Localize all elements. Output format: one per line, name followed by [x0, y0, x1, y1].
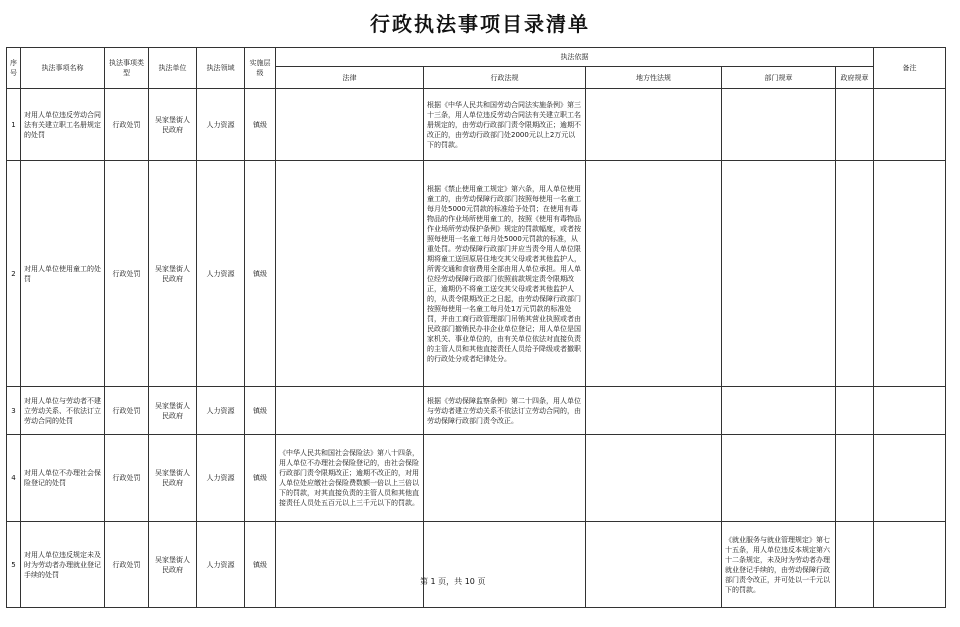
- cell-local-reg: [586, 435, 722, 522]
- header-row-1: [7, 48, 946, 67]
- cell-item-name: 对用人单位违反规定未及时为劳动者办理就业登记手续的处罚: [21, 522, 105, 608]
- cell-law: [276, 387, 424, 435]
- cell-remarks: [874, 435, 946, 522]
- cell-remarks: [874, 387, 946, 435]
- cell-law: [276, 161, 424, 387]
- cell-seq: 3: [7, 387, 21, 435]
- cell-level: 镇级: [245, 435, 276, 522]
- header-admin-reg: 行政法规: [424, 67, 586, 89]
- cell-dept-rule: [722, 387, 836, 435]
- cell-seq: 1: [7, 89, 21, 161]
- table-row: [7, 435, 946, 522]
- table-row: [7, 387, 946, 435]
- cell-level: 镇级: [245, 387, 276, 435]
- cell-item-name: 对用人单位不办理社会保险登记的处罚: [21, 435, 105, 522]
- cell-seq: 5: [7, 522, 21, 608]
- cell-dept-rule: 《就业服务与就业管理规定》第七十五条，用人单位违反本规定第六十二条规定，未及时为劳动者办理就业登记手续的，由劳动保障行政部门责令改正，并可处以一千元以下的罚款。: [722, 522, 836, 608]
- cell-local-reg: [586, 89, 722, 161]
- cell-level: 镇级: [245, 522, 276, 608]
- cell-local-reg: [586, 161, 722, 387]
- cell-law: [276, 522, 424, 608]
- cell-remarks: [874, 161, 946, 387]
- header-dept-rule: 部门规章: [722, 67, 836, 89]
- header-item-type: 执法事项类型: [105, 48, 149, 89]
- cell-admin-reg: [424, 522, 586, 608]
- cell-admin-reg: [424, 435, 586, 522]
- header-basis: 执法依据: [276, 48, 874, 67]
- table-row: [7, 89, 946, 161]
- cell-item-type: 行政处罚: [105, 89, 149, 161]
- cell-gov-rule: [836, 435, 874, 522]
- header-gov-rule: 政府规章: [836, 67, 874, 89]
- cell-item-name: 对用人单位使用童工的处罚: [21, 161, 105, 387]
- cell-local-reg: [586, 522, 722, 608]
- cell-domain: 人力资源: [197, 435, 245, 522]
- cell-dept-rule: [722, 435, 836, 522]
- cell-seq: 4: [7, 435, 21, 522]
- cell-item-name: 对用人单位与劳动者不建立劳动关系、不依法订立劳动合同的处罚: [21, 387, 105, 435]
- table-row: [7, 522, 946, 608]
- cell-local-reg: [586, 387, 722, 435]
- cell-law: 《中华人民共和国社会保险法》第八十四条，用人单位不办理社会保险登记的，由社会保险行政部门责令限期改正；逾期不改正的，对用人单位处应缴社会保险费数额一倍以上三倍以下的罚款，对其直接负责的主管人员和其他直接责任人员处五百元以上三千元以下的罚款。: [276, 435, 424, 522]
- cell-gov-rule: [836, 522, 874, 608]
- cell-level: 镇级: [245, 89, 276, 161]
- cell-seq: 2: [7, 161, 21, 387]
- header-level: 实施层级: [245, 48, 276, 89]
- cell-unit: 吴家堡街人民政府: [149, 387, 197, 435]
- page-title: 行政执法事项目录清单: [370, 12, 590, 36]
- cell-item-type: 行政处罚: [105, 522, 149, 608]
- cell-admin-reg: 根据《中华人民共和国劳动合同法实施条例》第三十三条，用人单位违反劳动合同法有关建立职工名册规定的，由劳动行政部门责令限期改正；逾期不改正的，由劳动行政部门处2000元以上2万元以下的罚款。: [424, 89, 586, 161]
- cell-unit: 吴家堡街人民政府: [149, 435, 197, 522]
- cell-item-type: 行政处罚: [105, 161, 149, 387]
- cell-unit: 吴家堡街人民政府: [149, 161, 197, 387]
- cell-admin-reg: 根据《劳动保障监察条例》第二十四条，用人单位与劳动者建立劳动关系不依法订立劳动合同的，由劳动保障行政部门责令改正。: [424, 387, 586, 435]
- header-item-name: 执法事项名称: [21, 48, 105, 89]
- cell-unit: 吴家堡街人民政府: [149, 522, 197, 608]
- cell-item-name: 对用人单位违反劳动合同法有关建立职工名册规定的处罚: [21, 89, 105, 161]
- cell-dept-rule: [722, 161, 836, 387]
- cell-domain: 人力资源: [197, 387, 245, 435]
- cell-gov-rule: [836, 387, 874, 435]
- cell-law: [276, 89, 424, 161]
- header-law: 法律: [276, 67, 424, 89]
- header-remarks: 备注: [874, 48, 946, 89]
- header-seq: 序号: [7, 48, 21, 89]
- enforcement-catalog-table: [6, 47, 946, 608]
- cell-item-type: 行政处罚: [105, 387, 149, 435]
- header-domain: 执法领域: [197, 48, 245, 89]
- cell-unit: 吴家堡街人民政府: [149, 89, 197, 161]
- cell-dept-rule: [722, 89, 836, 161]
- header-local-reg: 地方性法规: [586, 67, 722, 89]
- cell-admin-reg: 根据《禁止使用童工规定》第六条，用人单位使用童工的，由劳动保障行政部门按照每使用一名童工每月处5000元罚款的标准给予处罚；在使用有毒物品的作业场所使用童工的，按照《使用有毒物品作业场所劳动保护条例》规定的罚款幅度，或者按照每使用一名童工每月处5000元罚款的标准，从重处罚。劳动保障行政部门并应当责令用人单位限期将童工送回原居住地交其父母或者其他监护人，所需交通和食宿费用全部由用人单位承担。用人单位经劳动保障行政部门依照前款规定责令限期改正，逾期仍不将童工送交其父母或者其他监护人的，从责令限期改正之日起，由劳动保障行政部门按照每使用一名童工每月处1万元罚款的标准处罚，并由工商行政管理部门吊销其营业执照或者由民政部门撤销民办非企业单位登记；用人单位是国家机关、事业单位的，由有关单位依法对直接负责的主管人员和其他直接责任人员给予降级或者撤职的行政处分或者纪律处分。: [424, 161, 586, 387]
- cell-remarks: [874, 522, 946, 608]
- header-unit: 执法单位: [149, 48, 197, 89]
- cell-domain: 人力资源: [197, 522, 245, 608]
- cell-level: 镇级: [245, 161, 276, 387]
- cell-domain: 人力资源: [197, 89, 245, 161]
- table-row: [7, 161, 946, 387]
- page-footer: 第 1 页，共 10 页: [420, 577, 486, 586]
- cell-gov-rule: [836, 161, 874, 387]
- cell-domain: 人力资源: [197, 161, 245, 387]
- cell-remarks: [874, 89, 946, 161]
- cell-gov-rule: [836, 89, 874, 161]
- cell-item-type: 行政处罚: [105, 435, 149, 522]
